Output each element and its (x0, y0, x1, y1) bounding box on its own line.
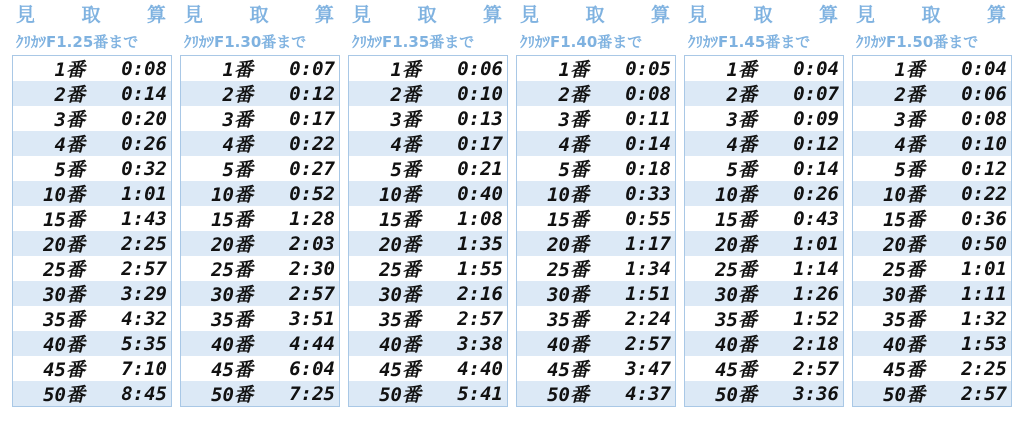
heading-char: 見 (352, 4, 372, 26)
row-time: 0:14 (793, 157, 839, 180)
row-time: 6:04 (289, 357, 335, 380)
row-time: 2:18 (793, 332, 839, 355)
row-label: 2番 (54, 84, 85, 106)
row-time: 1:43 (121, 207, 167, 230)
table-row (349, 381, 507, 406)
table-row (13, 81, 171, 106)
row-time: 1:35 (457, 232, 503, 255)
row-time: 2:57 (457, 307, 503, 330)
row-time: 0:11 (625, 107, 671, 130)
column-heading (852, 0, 1012, 30)
row-label: 40番 (379, 334, 421, 356)
row-time: 0:08 (961, 107, 1007, 130)
table-row (181, 106, 339, 131)
row-label: 50番 (379, 384, 421, 406)
table-row (13, 156, 171, 181)
row-label: 20番 (547, 234, 589, 256)
column-heading (180, 0, 340, 30)
table-row (685, 56, 843, 81)
row-time: 3:47 (625, 357, 671, 380)
row-label: 35番 (379, 309, 421, 331)
table-row (685, 306, 843, 331)
row-label: 50番 (43, 384, 85, 406)
row-time: 0:14 (121, 82, 167, 105)
column-subtitle: ｸﾘｶﾂF1.30番まで (184, 33, 307, 51)
row-time: 8:45 (121, 382, 167, 405)
row-label: 4番 (222, 134, 253, 156)
table-row (517, 231, 675, 256)
row-time: 1:11 (961, 282, 1007, 305)
table-row (181, 331, 339, 356)
row-label: 10番 (379, 184, 421, 206)
table-row (517, 106, 675, 131)
row-label: 40番 (547, 334, 589, 356)
row-label: 35番 (211, 309, 253, 331)
column-heading (516, 0, 676, 30)
row-label: 15番 (547, 209, 589, 231)
row-label: 50番 (715, 384, 757, 406)
table-row (349, 281, 507, 306)
row-label: 15番 (715, 209, 757, 231)
table-row (181, 306, 339, 331)
row-label: 5番 (558, 159, 589, 181)
column-3 (348, 0, 508, 407)
row-label: 45番 (883, 359, 925, 381)
table-row (349, 206, 507, 231)
row-label: 4番 (726, 134, 757, 156)
table-row (13, 181, 171, 206)
row-label: 30番 (715, 284, 757, 306)
row-label: 50番 (211, 384, 253, 406)
row-time: 0:32 (121, 157, 167, 180)
row-label: 25番 (379, 259, 421, 281)
row-label: 3番 (390, 109, 421, 131)
row-label: 35番 (547, 309, 589, 331)
heading-char: 取 (585, 4, 605, 26)
row-label: 30番 (211, 284, 253, 306)
heading-char: 見 (16, 4, 36, 26)
column-1 (12, 0, 172, 407)
row-label: 25番 (547, 259, 589, 281)
row-label: 10番 (547, 184, 589, 206)
row-label: 4番 (390, 134, 421, 156)
row-time: 0:18 (625, 157, 671, 180)
table-row (181, 206, 339, 231)
row-time: 3:36 (793, 382, 839, 405)
row-time: 0:52 (289, 182, 335, 205)
row-time: 4:37 (625, 382, 671, 405)
row-time: 2:24 (625, 307, 671, 330)
table-row (349, 256, 507, 281)
row-time: 0:04 (793, 57, 839, 80)
row-time: 0:07 (289, 57, 335, 80)
row-label: 35番 (883, 309, 925, 331)
table-row (181, 256, 339, 281)
row-label: 40番 (211, 334, 253, 356)
row-time: 0:50 (961, 232, 1007, 255)
row-time: 0:17 (289, 107, 335, 130)
table-row (13, 206, 171, 231)
table-row (685, 381, 843, 406)
row-time: 0:22 (289, 132, 335, 155)
row-label: 20番 (715, 234, 757, 256)
row-time: 2:57 (793, 357, 839, 380)
row-label: 3番 (894, 109, 925, 131)
table-row (349, 306, 507, 331)
table-row (13, 106, 171, 131)
table-row (13, 56, 171, 81)
table-row (349, 356, 507, 381)
row-time: 1:08 (457, 207, 503, 230)
row-time: 0:26 (793, 182, 839, 205)
row-label: 10番 (715, 184, 757, 206)
row-label: 5番 (54, 159, 85, 181)
row-label: 5番 (894, 159, 925, 181)
row-label: 1番 (54, 59, 85, 81)
row-time: 0:36 (961, 207, 1007, 230)
row-label: 25番 (715, 259, 757, 281)
row-time: 0:06 (961, 82, 1007, 105)
table-row (853, 206, 1011, 231)
row-label: 10番 (883, 184, 925, 206)
row-time: 1:51 (625, 282, 671, 305)
heading-char: 算 (818, 4, 838, 26)
row-time: 7:10 (121, 357, 167, 380)
row-time: 2:57 (961, 382, 1007, 405)
time-table (852, 55, 1012, 407)
table-row (181, 181, 339, 206)
table-row (349, 81, 507, 106)
time-table (516, 55, 676, 407)
table-row (349, 156, 507, 181)
heading-char: 取 (81, 4, 101, 26)
table-row (349, 131, 507, 156)
row-label: 35番 (43, 309, 85, 331)
row-time: 0:08 (121, 57, 167, 80)
row-label: 15番 (211, 209, 253, 231)
table-row (685, 131, 843, 156)
row-time: 2:57 (289, 282, 335, 305)
row-time: 0:10 (457, 82, 503, 105)
table-row (517, 206, 675, 231)
row-time: 0:22 (961, 182, 1007, 205)
table-row (517, 281, 675, 306)
row-label: 25番 (883, 259, 925, 281)
row-label: 25番 (43, 259, 85, 281)
row-time: 1:32 (961, 307, 1007, 330)
table-row (13, 256, 171, 281)
table-row (517, 356, 675, 381)
row-time: 5:41 (457, 382, 503, 405)
table-row (517, 381, 675, 406)
row-time: 2:25 (121, 232, 167, 255)
row-time: 0:43 (793, 207, 839, 230)
row-time: 0:09 (793, 107, 839, 130)
table-row (853, 381, 1011, 406)
row-label: 2番 (390, 84, 421, 106)
row-time: 0:40 (457, 182, 503, 205)
row-time: 4:44 (289, 332, 335, 355)
table-row (517, 131, 675, 156)
row-time: 0:12 (793, 132, 839, 155)
row-label: 4番 (54, 134, 85, 156)
column-subtitle: ｸﾘｶﾂF1.50番まで (856, 33, 979, 51)
table-row (181, 356, 339, 381)
row-label: 45番 (211, 359, 253, 381)
row-label: 30番 (43, 284, 85, 306)
row-label: 45番 (547, 359, 589, 381)
row-label: 45番 (379, 359, 421, 381)
row-time: 2:16 (457, 282, 503, 305)
time-table (12, 55, 172, 407)
row-label: 40番 (43, 334, 85, 356)
row-time: 2:57 (121, 257, 167, 280)
table-row (13, 281, 171, 306)
column-subtitle: ｸﾘｶﾂF1.35番まで (352, 33, 475, 51)
row-label: 1番 (558, 59, 589, 81)
table-row (853, 356, 1011, 381)
heading-char: 取 (249, 4, 269, 26)
table-row (853, 81, 1011, 106)
table-row (13, 356, 171, 381)
column-5 (684, 0, 844, 407)
row-time: 0:10 (961, 132, 1007, 155)
row-time: 0:33 (625, 182, 671, 205)
table-row (853, 281, 1011, 306)
table-row (685, 81, 843, 106)
row-label: 25番 (211, 259, 253, 281)
table-row (13, 331, 171, 356)
row-time: 2:57 (625, 332, 671, 355)
table-row (853, 306, 1011, 331)
row-label: 15番 (883, 209, 925, 231)
heading-char: 算 (986, 4, 1006, 26)
table-row (13, 381, 171, 406)
row-label: 45番 (43, 359, 85, 381)
row-label: 20番 (43, 234, 85, 256)
table-row (181, 56, 339, 81)
table-row (853, 106, 1011, 131)
table-row (181, 381, 339, 406)
row-label: 50番 (883, 384, 925, 406)
row-time: 1:01 (961, 257, 1007, 280)
row-label: 5番 (726, 159, 757, 181)
row-label: 5番 (222, 159, 253, 181)
row-time: 1:26 (793, 282, 839, 305)
table-row (349, 331, 507, 356)
row-label: 10番 (43, 184, 85, 206)
row-time: 3:29 (121, 282, 167, 305)
row-time: 0:20 (121, 107, 167, 130)
row-time: 4:32 (121, 307, 167, 330)
column-heading (348, 0, 508, 30)
row-label: 30番 (547, 284, 589, 306)
row-label: 3番 (54, 109, 85, 131)
heading-char: 見 (184, 4, 204, 26)
heading-char: 算 (146, 4, 166, 26)
row-time: 1:55 (457, 257, 503, 280)
table-row (853, 256, 1011, 281)
row-time: 0:13 (457, 107, 503, 130)
row-time: 1:01 (793, 232, 839, 255)
column-subtitle: ｸﾘｶﾂF1.40番まで (520, 33, 643, 51)
table-row (13, 306, 171, 331)
row-time: 0:06 (457, 57, 503, 80)
row-label: 35番 (715, 309, 757, 331)
row-time: 7:25 (289, 382, 335, 405)
table-row (685, 331, 843, 356)
table-row (685, 206, 843, 231)
table-row (181, 231, 339, 256)
row-time: 5:35 (121, 332, 167, 355)
row-time: 1:17 (625, 232, 671, 255)
table-row (685, 106, 843, 131)
table-row (517, 156, 675, 181)
row-time: 1:53 (961, 332, 1007, 355)
table-row (181, 281, 339, 306)
row-time: 2:03 (289, 232, 335, 255)
table-row (853, 56, 1011, 81)
table-row (853, 156, 1011, 181)
column-heading (12, 0, 172, 30)
row-time: 0:08 (625, 82, 671, 105)
table-row (181, 131, 339, 156)
table-row (517, 256, 675, 281)
row-label: 1番 (222, 59, 253, 81)
heading-char: 見 (688, 4, 708, 26)
heading-char: 取 (417, 4, 437, 26)
table-row (349, 231, 507, 256)
row-label: 3番 (222, 109, 253, 131)
heading-char: 算 (650, 4, 670, 26)
row-time: 0:21 (457, 157, 503, 180)
column-heading (684, 0, 844, 30)
row-time: 1:28 (289, 207, 335, 230)
row-label: 15番 (379, 209, 421, 231)
table-row (685, 356, 843, 381)
row-time: 2:25 (961, 357, 1007, 380)
row-label: 1番 (726, 59, 757, 81)
table-row (13, 231, 171, 256)
table-row (13, 131, 171, 156)
row-time: 1:52 (793, 307, 839, 330)
row-label: 20番 (379, 234, 421, 256)
table-row (517, 56, 675, 81)
row-time: 1:14 (793, 257, 839, 280)
row-time: 0:07 (793, 82, 839, 105)
heading-char: 見 (520, 4, 540, 26)
row-time: 0:04 (961, 57, 1007, 80)
time-table (180, 55, 340, 407)
row-time: 0:12 (289, 82, 335, 105)
table-row (181, 81, 339, 106)
heading-char: 取 (753, 4, 773, 26)
row-label: 2番 (726, 84, 757, 106)
row-label: 40番 (715, 334, 757, 356)
row-label: 5番 (390, 159, 421, 181)
row-label: 2番 (558, 84, 589, 106)
row-time: 0:55 (625, 207, 671, 230)
row-label: 4番 (894, 134, 925, 156)
table-row (181, 156, 339, 181)
table-row (685, 156, 843, 181)
table-row (853, 181, 1011, 206)
row-time: 0:17 (457, 132, 503, 155)
heading-char: 算 (482, 4, 502, 26)
row-label: 30番 (379, 284, 421, 306)
row-label: 3番 (726, 109, 757, 131)
table-row (853, 231, 1011, 256)
row-label: 40番 (883, 334, 925, 356)
table-row (685, 281, 843, 306)
row-label: 1番 (390, 59, 421, 81)
row-label: 20番 (883, 234, 925, 256)
heading-char: 算 (314, 4, 334, 26)
row-time: 0:27 (289, 157, 335, 180)
table-row (349, 56, 507, 81)
row-label: 45番 (715, 359, 757, 381)
table-row (685, 231, 843, 256)
row-label: 15番 (43, 209, 85, 231)
table-row (517, 181, 675, 206)
table-row (853, 331, 1011, 356)
column-subtitle: ｸﾘｶﾂF1.25番まで (16, 33, 139, 51)
row-label: 2番 (894, 84, 925, 106)
table-row (517, 81, 675, 106)
row-label: 4番 (558, 134, 589, 156)
row-label: 20番 (211, 234, 253, 256)
table-row (685, 256, 843, 281)
time-table (348, 55, 508, 407)
column-6 (852, 0, 1012, 407)
table-row (517, 306, 675, 331)
heading-char: 取 (921, 4, 941, 26)
row-time: 0:26 (121, 132, 167, 155)
row-time: 2:30 (289, 257, 335, 280)
column-2 (180, 0, 340, 407)
row-time: 0:12 (961, 157, 1007, 180)
row-time: 1:34 (625, 257, 671, 280)
column-subtitle: ｸﾘｶﾂF1.45番まで (688, 33, 811, 51)
row-time: 3:38 (457, 332, 503, 355)
row-time: 1:01 (121, 182, 167, 205)
heading-char: 見 (856, 4, 876, 26)
row-label: 30番 (883, 284, 925, 306)
row-time: 3:51 (289, 307, 335, 330)
row-time: 0:14 (625, 132, 671, 155)
time-table (684, 55, 844, 407)
row-label: 1番 (894, 59, 925, 81)
table-row (853, 131, 1011, 156)
row-label: 50番 (547, 384, 589, 406)
table-row (349, 181, 507, 206)
table-row (685, 181, 843, 206)
table-row (517, 331, 675, 356)
column-4 (516, 0, 676, 407)
row-label: 10番 (211, 184, 253, 206)
table-row (349, 106, 507, 131)
row-label: 2番 (222, 84, 253, 106)
row-time: 4:40 (457, 357, 503, 380)
row-time: 0:05 (625, 57, 671, 80)
row-label: 3番 (558, 109, 589, 131)
